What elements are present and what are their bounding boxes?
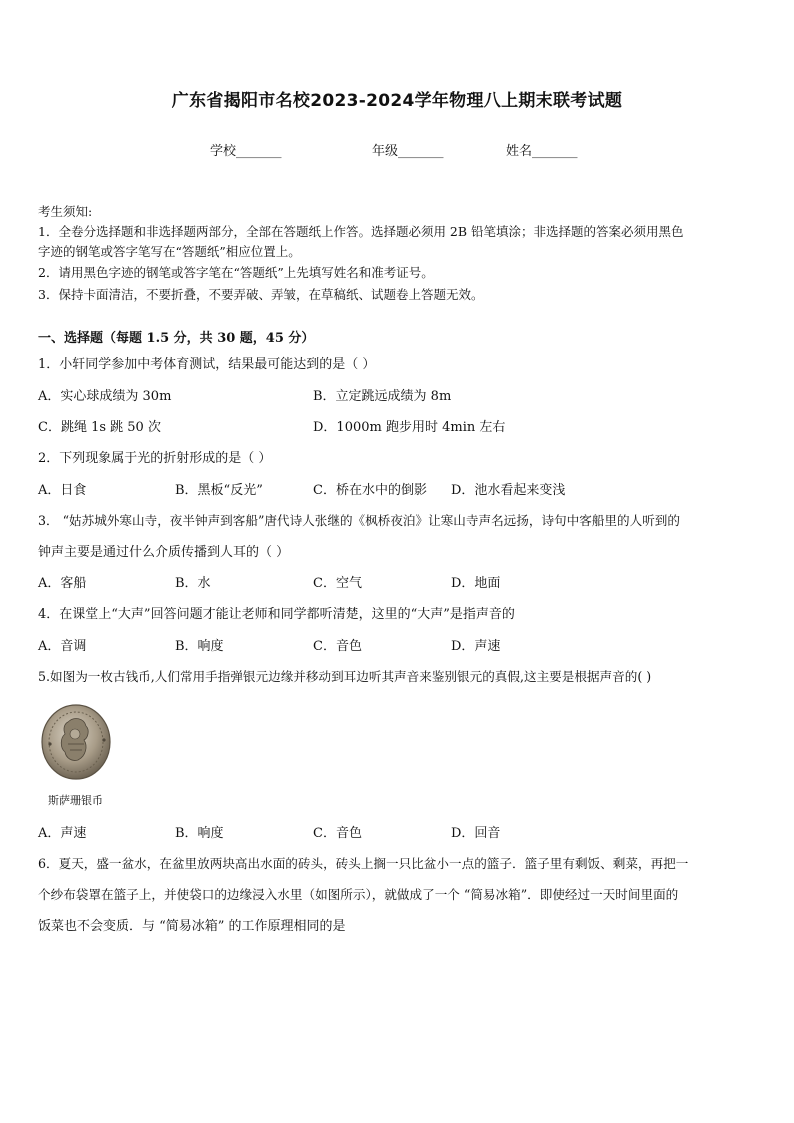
question-1-option-c: C．跳绳 1s 跳 50 次: [38, 420, 161, 435]
name-field: 姓名_______: [506, 144, 578, 159]
question-1-option-d: D．1000m 跑步用时 4min 左右: [313, 420, 506, 435]
grade-field: 年级_______: [372, 144, 444, 159]
question-4-option-b: B．响度: [175, 639, 224, 654]
question-4-option-a: A．音调: [38, 639, 87, 654]
question-1-option-a: A．实心球成绩为 30m: [38, 389, 172, 404]
question-3-stem-cont: 钟声主要是通过什么介质传播到人耳的（ ）: [38, 545, 290, 560]
question-6-stem-cont-2: 饭菜也不会变质．与 “简易冰箱” 的工作原理相同的是: [38, 919, 346, 934]
question-3-option-c: C．空气: [313, 576, 362, 591]
school-field: 学校_______: [210, 144, 282, 159]
page-title: 广东省揭阳市名校2023-2024学年物理八上期末联考试题: [171, 91, 623, 111]
notice-item-3: 3．保持卡面清洁，不要折叠，不要弄破、弄皱，在草稿纸、试题卷上答题无效。: [38, 287, 484, 302]
notice-item-1: 1．全卷分选择题和非选择题两部分，全部在答题纸上作答。选择题必须用 2B 铅笔填涂；非选择题的答案必须用黑色: [38, 224, 684, 239]
question-3-option-b: B．水: [175, 576, 211, 591]
question-1-stem: 1．小轩同学参加中考体育测试，结果最可能达到的是（ ）: [38, 357, 376, 372]
question-5-option-a: A．声速: [38, 826, 87, 841]
notice-item-2: 2．请用黑色字迹的钢笔或答字笔在“答题纸”上先填写姓名和准考证号。: [38, 265, 434, 280]
question-2-option-d: D．池水看起来变浅: [451, 483, 566, 498]
question-3-option-d: D．地面: [451, 576, 501, 591]
question-1-option-b: B．立定跳远成绩为 8m: [313, 389, 452, 404]
question-2-stem: 2．下列现象属于光的折射形成的是（ ）: [38, 451, 272, 466]
silver-coin-image: [38, 700, 118, 788]
question-3-option-a: A．客船: [38, 576, 87, 591]
question-3-stem: 3． “姑苏城外寒山寺，夜半钟声到客船”唐代诗人张继的《枫桥夜泊》让寒山寺声名远扬，诗句中客船里的人听到的: [38, 513, 680, 528]
question-4-stem: 4．在课堂上“大声”回答问题才能让老师和同学都听清楚，这里的“大声”是指声音的: [38, 607, 515, 622]
question-2-option-c: C．桥在水中的倒影: [313, 483, 427, 498]
question-6-stem: 6．夏天，盛一盆水，在盆里放两块高出水面的砖头，砖头上搁一只比盆小一点的篮子．篮子里有剩饭、剩菜，再把一: [38, 856, 689, 871]
notice-item-1-cont: 字迹的钢笔或答字笔写在“答题纸”相应位置上。: [38, 244, 301, 259]
question-2-option-b: B．黑板“反光”: [175, 483, 263, 498]
question-5-stem: 5.如图为一枚古钱币,人们常用手指弹银元边缘并移动到耳边听其声音来鉴别银元的真假,这主要是根据声音的( ): [38, 669, 652, 684]
question-4-option-c: C．音色: [313, 639, 362, 654]
question-4-option-d: D．声速: [451, 639, 501, 654]
coin-caption: 斯萨珊银币: [48, 794, 103, 807]
notice-heading: 考生须知:: [38, 204, 93, 219]
question-5-option-b: B．响度: [175, 826, 224, 841]
question-6-stem-cont-1: 个纱布袋罩在篮子上，并使袋口的边缘浸入水里（如图所示），就做成了一个 “简易冰箱”．即使经过一天时间里面的: [38, 887, 679, 902]
question-5-option-c: C．音色: [313, 826, 362, 841]
section-heading: 一、选择题（每题 1.5 分，共 30 题，45 分）: [38, 331, 315, 346]
question-5-option-d: D．回音: [451, 826, 501, 841]
question-2-option-a: A．日食: [38, 483, 87, 498]
